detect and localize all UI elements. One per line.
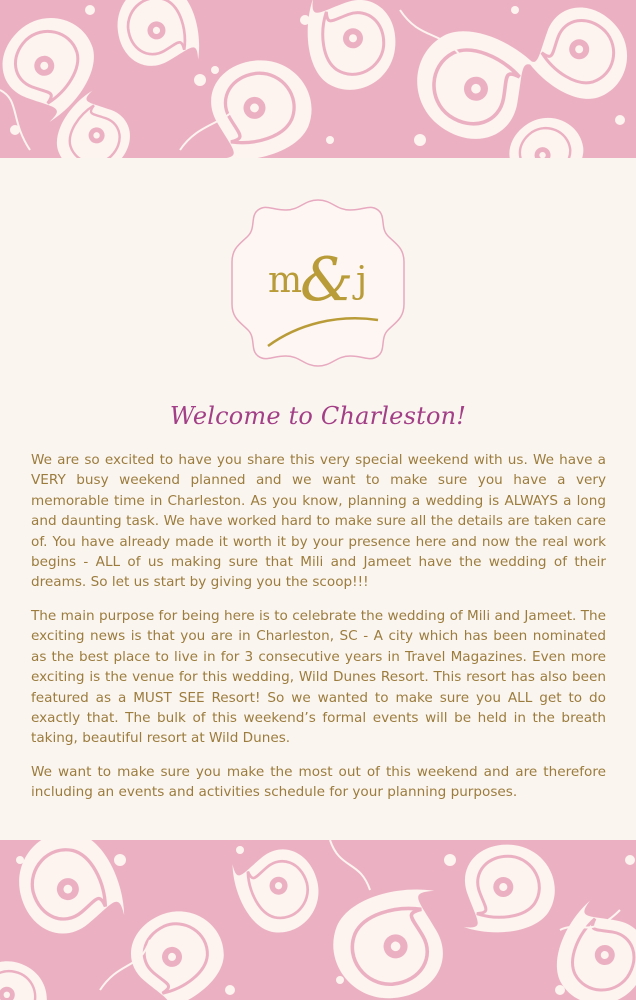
monogram-m: m (268, 260, 303, 301)
bottom-paisley-border (0, 840, 636, 1000)
schedule-paragraph: We want to make sure you make the most out of this weekend and are therefore including an events and activities schedule for your planning purposes. (31, 764, 606, 801)
intro-paragraph: We are so excited to have you share this very special weekend with us. We have a VERY busy weekend planned and we want to make sure you have a very memorable time in Charleston. As you know, planning a wedding is ALWAYS a long and daunting task. We have worked hard to make sure all the details are taken care of. You have already made it worth it by your presence here and now the real work begins - ALL of us making sure that Mili and Jameet have the wedding of their dreams. So let us start by giving you the scoop!!! (31, 452, 606, 591)
top-paisley-border (0, 0, 636, 158)
page-title: Welcome to Charleston! (169, 402, 467, 430)
monogram-crest (228, 196, 408, 370)
monogram-ampersand: & (300, 245, 354, 315)
monogram-j: j (356, 260, 368, 301)
purpose-paragraph: The main purpose for being here is to celebrate the wedding of Mili and Jameet. The exciting news is that you are in Charleston, SC - A city which has been nominated as the best place to live in for 3 consecutive years in Travel Magazines. Even more exciting is the venue for this wedding, Wild Dunes Resort. This resort has also been featured as a MUST SEE Resort! So we wanted to make sure you ALL get to do exactly that. The bulk of this weekend’s formal events will be held in the breath taking, beautiful resort at Wild Dunes. (31, 608, 606, 747)
